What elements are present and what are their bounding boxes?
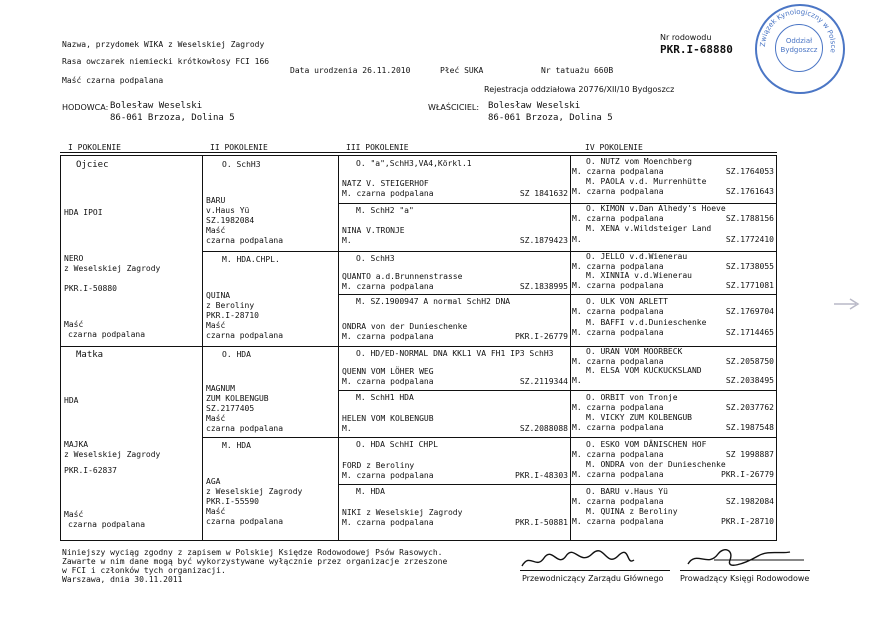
breed: Rasa owczarek niemiecki krótkowłosy FCI 166 xyxy=(62,57,270,66)
g4-4-dam-reg: SZ.1714465 xyxy=(725,328,774,337)
g2-4-reg: PKR.I-55590 xyxy=(206,497,259,506)
generation-3-header: III POKOLENIE xyxy=(346,143,409,152)
mother-cell xyxy=(64,348,198,538)
mother-titles: HDA xyxy=(64,396,79,405)
g3-7-name: FORD z Beroliny xyxy=(342,461,415,470)
mother-kennel: z Weselskiej Zagrody xyxy=(64,450,161,459)
g2-1-color-label: Maść xyxy=(206,226,226,235)
g3-6-titles: M. SchH1 HDA xyxy=(356,393,414,402)
g4-8-dam-reg: PKR.I-28710 xyxy=(721,517,774,526)
g3-cell-8 xyxy=(342,486,568,538)
birth-date: Data urodzenia 26.11.2010 xyxy=(290,66,411,75)
g2-4-name: AGA xyxy=(206,477,221,486)
generation-2-header: II POKOLENIE xyxy=(210,143,268,152)
g4-cell-6 xyxy=(572,392,774,436)
father-kennel: z Weselskiej Zagrody xyxy=(64,264,161,273)
g4-2-dam-color: M. xyxy=(572,235,582,244)
g3-1-color: M. czarna podpalana xyxy=(342,189,434,198)
g3-2-color: M. xyxy=(342,236,352,245)
g2-2-titles: M. HDA.CHPL. xyxy=(222,255,280,264)
g4-7-sire-reg: SZ 1998887 xyxy=(725,450,774,459)
g4-2-dam-reg: SZ.1772410 xyxy=(725,235,774,244)
generation-1-header: I POKOLENIE xyxy=(68,143,121,152)
g3-6-name: HELEN VOM KOLBENGUB xyxy=(342,414,434,423)
g3-cell-5 xyxy=(342,348,568,389)
g3-4-reg: PKR.I-26779 xyxy=(515,332,568,341)
g2-3-color-label: Maść xyxy=(206,414,226,423)
g4-1-dam-color: M. czarna podpalana xyxy=(572,187,664,196)
g4-1-dam: M. PAOLA v.d. Murrenhütte xyxy=(586,177,707,186)
g3-3-reg: SZ.1838995 xyxy=(519,282,568,291)
coat-color: Maść czarna podpalana xyxy=(62,76,164,85)
dog-name: Nazwa, przydomek WIKA z Weselskiej Zagrody xyxy=(62,40,265,49)
tattoo-number: Nr tatuażu 660B xyxy=(541,66,614,75)
g3-8-reg: PKR.I-50881 xyxy=(515,518,568,527)
g2-cell-4 xyxy=(206,439,336,538)
g3-5-name: QUENN VOM LÖHER WEG xyxy=(342,367,434,376)
g4-3-dam-reg: SZ.1771081 xyxy=(725,281,774,290)
g4-8-sire-reg: SZ.1982084 xyxy=(725,497,774,506)
g4-5-sire-reg: SZ.2058750 xyxy=(725,357,774,366)
g2-1-reg: SZ.1982084 xyxy=(206,216,255,225)
g3-cell-1 xyxy=(342,158,568,202)
issue-date: Warszawa, dnia 30.11.2011 xyxy=(62,575,183,584)
sex: Płeć SUKA xyxy=(440,66,484,75)
g2-4-titles: M. HDA xyxy=(222,441,251,450)
g4-7-sire-color: M. czarna podpalana xyxy=(572,450,664,459)
g4-4-sire-reg: SZ.1769704 xyxy=(725,307,774,316)
g4-2-sire: O. KIMON v.Dan Alhedy's Hoeve xyxy=(586,204,726,213)
g2-2-reg: PKR.I-28710 xyxy=(206,311,259,320)
g3-1-name: NATZ V. STEIGERHOF xyxy=(342,179,429,188)
g3-4-name: ONDRA von der Dunieschenke xyxy=(342,322,468,331)
owner-name: Bolesław Weselski xyxy=(488,101,581,111)
mother-name: MAJKA xyxy=(64,440,89,449)
g4-3-dam-color: M. czarna podpalana xyxy=(572,281,664,290)
owner-label: WŁAŚCICIEL: xyxy=(428,103,480,112)
g4-cell-1 xyxy=(572,157,774,202)
g4-6-sire-color: M. czarna podpalana xyxy=(572,403,664,412)
stamp-inner-text: Oddział Bydgoszcz xyxy=(775,24,823,72)
g4-cell-7 xyxy=(572,439,774,483)
g4-6-dam-color: M. czarna podpalana xyxy=(572,423,664,432)
breeder-label: HODOWCA: xyxy=(62,103,109,112)
father-reg: PKR.I-50880 xyxy=(64,284,117,293)
g2-cell-3 xyxy=(206,348,336,436)
generation-4-header: IV POKOLENIE xyxy=(585,143,643,152)
g4-6-sire-reg: SZ.2037762 xyxy=(725,403,774,412)
g3-cell-2 xyxy=(342,205,568,249)
g2-4-color-label: Maść xyxy=(206,507,226,516)
g4-7-sire: O. ESKO VOM DÄNISCHEN HOF xyxy=(586,440,707,449)
g3-4-color: M. czarna podpalana xyxy=(342,332,434,341)
g4-8-sire-color: M. czarna podpalana xyxy=(572,497,664,506)
registration: Rejestracja oddziałowa 20776/XII/10 Bydgoszcz xyxy=(484,85,675,94)
g2-1-name: BARU xyxy=(206,196,226,205)
signature-1-label: Przewodniczący Zarządu Głównego xyxy=(522,574,664,583)
breeder-name: Bolesław Weselski xyxy=(110,101,203,111)
g4-1-dam-reg: SZ.1761643 xyxy=(725,187,774,196)
g3-cell-6 xyxy=(342,392,568,436)
g4-6-sire: O. ORBIT von Tronje xyxy=(586,393,678,402)
g4-8-sire: O. BARU v.Haus Yü xyxy=(586,487,668,496)
g4-2-sire-color: M. czarna podpalana xyxy=(572,214,664,223)
g3-8-titles: M. HDA xyxy=(356,487,385,496)
g4-2-sire-reg: SZ.1788156 xyxy=(725,214,774,223)
g4-3-sire-reg: SZ.1738055 xyxy=(725,262,774,271)
g3-1-reg: SZ 1841632 xyxy=(519,189,568,198)
g3-3-titles: O. SchH3 xyxy=(356,254,395,263)
g2-3-color: czarna podpalana xyxy=(206,424,284,433)
g3-3-name: QUANTO a.d.Brunnenstrasse xyxy=(342,272,463,281)
g4-3-sire: O. JELLO v.d.Wienerau xyxy=(586,252,688,261)
g3-7-color: M. czarna podpalana xyxy=(342,471,434,480)
footer-line-2: Zawarte w nim dane mogą być wykorzystywane wyłącznie przez organizacje zrzeszone xyxy=(62,557,448,566)
g4-4-dam-color: M. czarna podpalana xyxy=(572,328,664,337)
g4-4-dam: M. BAFFI v.d.Dunieschenke xyxy=(586,318,707,327)
g2-1-titles: O. SchH3 xyxy=(222,160,261,169)
g3-6-color: M. xyxy=(342,424,352,433)
g4-5-sire: O. URAN VOM MOORBECK xyxy=(586,347,683,356)
footer-line-1: Niniejszy wyciąg zgodny z zapisem w Polskiej Księdze Rodowodowej Psów Rasowych. xyxy=(62,548,443,557)
father-titles: HDA IPOI xyxy=(64,208,103,217)
g4-6-dam-reg: SZ.1987548 xyxy=(725,423,774,432)
g3-2-reg: SZ.1879423 xyxy=(519,236,568,245)
father-title: Ojciec xyxy=(76,160,109,170)
g4-3-sire-color: M. czarna podpalana xyxy=(572,262,664,271)
g2-2-color-label: Maść xyxy=(206,321,226,330)
g2-cell-2 xyxy=(206,253,336,345)
g3-2-titles: M. SchH2 "a" xyxy=(356,206,414,215)
pedigree-label: Nr rodowodu xyxy=(660,33,712,42)
g3-8-name: NIKI z Weselskiej Zagrody xyxy=(342,508,463,517)
g4-1-sire-color: M. czarna podpalana xyxy=(572,167,664,176)
g4-5-sire-color: M. czarna podpalana xyxy=(572,357,664,366)
g4-4-sire: O. ULK VON ARLETT xyxy=(586,297,668,306)
g3-1-titles: O. "a",SchH3,VA4,Körkl.1 xyxy=(356,159,472,168)
g3-cell-7 xyxy=(342,439,568,483)
g4-cell-3 xyxy=(572,252,774,293)
g4-5-dam-color: M. xyxy=(572,376,582,385)
g4-cell-4 xyxy=(572,295,774,345)
g2-3-kennel: ZUM KOLBENGUB xyxy=(206,394,269,403)
footer-line-3: w FCI i członków tych organizacji. xyxy=(62,566,226,575)
father-name: NERO xyxy=(64,254,84,263)
g4-5-dam: M. ELSA VOM KUCKUCKSLAND xyxy=(586,366,702,375)
g2-2-name: QUINA xyxy=(206,291,231,300)
g2-cell-1 xyxy=(206,158,336,250)
g3-5-reg: SZ.2119344 xyxy=(519,377,568,386)
g4-4-sire-color: M. czarna podpalana xyxy=(572,307,664,316)
father-color: czarna podpalana xyxy=(68,330,146,339)
g3-5-titles: O. HD/ED-NORMAL DNA KKL1 VA FH1 IP3 SchH3 xyxy=(356,349,554,358)
mother-title: Matka xyxy=(76,350,104,360)
g4-cell-8 xyxy=(572,486,774,538)
g2-4-color: czarna podpalana xyxy=(206,517,284,526)
pedigree-number: PKR.I-68880 xyxy=(660,43,733,56)
g4-1-sire-reg: SZ.1764053 xyxy=(725,167,774,176)
g2-1-color: czarna podpalana xyxy=(206,236,284,245)
g2-3-reg: SZ.2177405 xyxy=(206,404,255,413)
g4-8-dam-color: M. czarna podpalana xyxy=(572,517,664,526)
g4-2-dam: M. XENA v.Wildsteiger Land xyxy=(586,224,712,233)
g2-4-kennel: z Weselskiej Zagrody xyxy=(206,487,303,496)
father-color-label: Maść xyxy=(64,320,84,329)
g4-5-dam-reg: SZ.2038495 xyxy=(725,376,774,385)
association-stamp xyxy=(755,4,845,94)
stamp-ring-text: Związek Kynologiczny w Polsce xyxy=(758,7,838,54)
g4-cell-5 xyxy=(572,347,774,389)
g2-3-name: MAGNUM xyxy=(206,384,235,393)
g3-cell-4 xyxy=(342,296,568,345)
breeder-address: 86-061 Brzoza, Dolina 5 xyxy=(110,113,235,123)
g2-2-kennel: z Beroliny xyxy=(206,301,255,310)
signature-2-label: Prowadzący Księgi Rodowodowe xyxy=(680,574,810,583)
g4-cell-2 xyxy=(572,204,774,250)
g4-3-dam: M. XINNIA v.d.Wienerau xyxy=(586,271,692,280)
g3-6-reg: SZ.2088088 xyxy=(519,424,568,433)
mother-color-label: Maść xyxy=(64,510,84,519)
g4-1-sire: O. NUTZ vom Moenchberg xyxy=(586,157,692,166)
g4-7-dam: M. ONDRA von der Dunieschenke xyxy=(586,460,726,469)
g3-7-reg: PKR.I-48303 xyxy=(515,471,568,480)
g4-7-dam-color: M. czarna podpalana xyxy=(572,470,664,479)
g4-8-dam: M. QUINA z Beroliny xyxy=(586,507,678,516)
g3-5-color: M. czarna podpalana xyxy=(342,377,434,386)
g3-4-titles: M. SZ.1900947 A normal SchH2 DNA xyxy=(356,297,511,306)
g4-6-dam: M. VICKY ZUM KOLBENGUB xyxy=(586,413,692,422)
g3-8-color: M. czarna podpalana xyxy=(342,518,434,527)
g3-cell-3 xyxy=(342,253,568,293)
arrow-right-icon xyxy=(832,296,862,312)
owner-address: 86-061 Brzoza, Dolina 5 xyxy=(488,113,613,123)
g3-7-titles: O. HDA SchHI CHPL xyxy=(356,440,438,449)
father-cell xyxy=(64,158,198,344)
g4-7-dam-reg: PKR.I-26779 xyxy=(721,470,774,479)
g2-2-color: czarna podpalana xyxy=(206,331,284,340)
g2-3-titles: O. HDA xyxy=(222,350,251,359)
mother-color: czarna podpalana xyxy=(68,520,146,529)
g2-1-kennel: v.Haus Yü xyxy=(206,206,250,215)
mother-reg: PKR.I-62837 xyxy=(64,466,117,475)
g3-2-name: NINA V.TRONJE xyxy=(342,226,405,235)
g3-3-color: M. czarna podpalana xyxy=(342,282,434,291)
